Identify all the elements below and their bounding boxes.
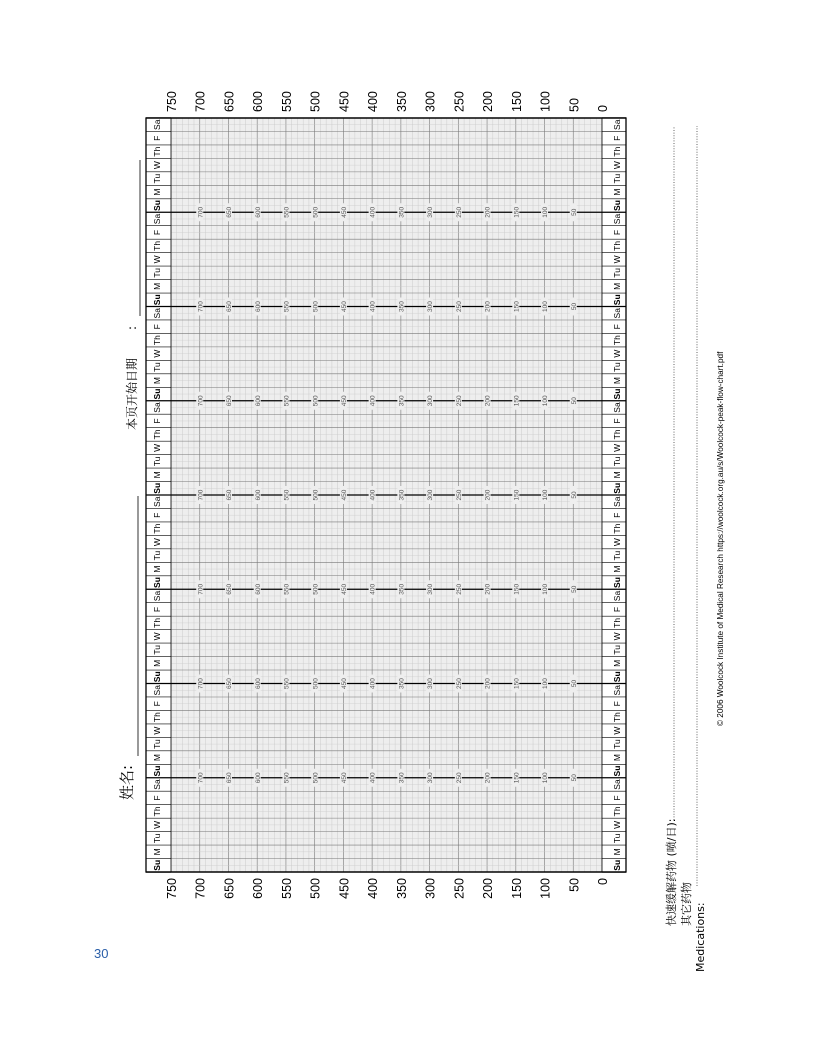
copyright-notice: © 2006 Woolcock Institute of Medical Research https://woolcock.org.au/s/Woolcock-peak-flow-chart.pdf <box>716 351 725 726</box>
y-tick-label-left: 750 <box>165 878 179 899</box>
inner-tick-label: 500 <box>312 772 320 784</box>
inner-tick-label: 100 <box>542 206 550 218</box>
inner-tick-label: 650 <box>226 583 234 595</box>
inner-tick-label: 150 <box>513 395 521 407</box>
weekday-label-bottom: Sa <box>612 119 622 130</box>
weekday-label-bottom: M <box>612 848 622 856</box>
weekday-label-bottom: M <box>612 659 622 667</box>
inner-tick-label: 300 <box>427 772 435 784</box>
weekday-label-bottom: Th <box>612 335 622 346</box>
weekday-label-bottom: Su <box>612 671 622 683</box>
inner-tick-label: 350 <box>398 206 406 218</box>
inner-tick-label: 700 <box>197 206 205 218</box>
inner-tick-label: 100 <box>542 301 550 312</box>
weekday-label-top: Tu <box>152 550 162 561</box>
y-axis-right <box>165 91 610 112</box>
weekday-label-top: M <box>152 565 162 573</box>
inner-tick-label: 600 <box>254 772 262 784</box>
weekday-label-bottom: Sa <box>612 213 622 225</box>
inner-tick-label: 50 <box>570 774 578 782</box>
inner-tick-label: 550 <box>283 301 291 312</box>
weekday-label-top: Th <box>152 617 162 628</box>
y-tick-label-right: 200 <box>481 91 496 112</box>
inner-tick-label: 250 <box>455 301 463 312</box>
inner-tick-label: 700 <box>197 395 205 407</box>
y-tick-label-left: 650 <box>222 878 237 899</box>
inner-tick-label: 150 <box>513 489 521 501</box>
weekday-label-bottom: W <box>612 632 622 641</box>
inner-tick-label: 250 <box>455 395 463 407</box>
weekday-label-bottom: Th <box>612 240 622 251</box>
inner-tick-label: 500 <box>312 583 320 595</box>
weekday-label-bottom: W <box>612 726 622 735</box>
inner-tick-label: 350 <box>398 301 406 312</box>
weekday-label-bottom: Su <box>612 765 622 777</box>
inner-tick-label: 200 <box>484 206 492 218</box>
y-tick-label-left: 400 <box>366 878 381 899</box>
weekday-label-top: Sa <box>152 308 162 319</box>
inner-tick-label: 450 <box>341 395 348 407</box>
y-tick-label-right: 650 <box>222 91 237 112</box>
y-tick-label-right: 450 <box>337 91 352 112</box>
weekday-label-top: W <box>152 349 162 358</box>
weekday-label-bottom: Su <box>612 200 622 211</box>
inner-tick-label: 600 <box>254 678 262 689</box>
weekday-label-bottom: Su <box>612 482 622 494</box>
weekday-label-top: Sa <box>152 213 162 225</box>
y-tick-label-right: 50 <box>567 98 582 112</box>
name-label: 姓名: <box>118 764 136 800</box>
inner-tick-label: 400 <box>369 395 377 407</box>
inner-tick-label: 500 <box>312 301 320 312</box>
inner-tick-label: 300 <box>427 301 435 312</box>
weekday-label-top: M <box>152 282 162 290</box>
inner-tick-label: 400 <box>369 583 377 595</box>
weekday-label-top: Su <box>152 671 162 683</box>
weekday-label-top: Sa <box>152 402 162 413</box>
inner-tick-label: 50 <box>570 679 578 688</box>
weekday-label-top: Th <box>152 146 162 157</box>
y-tick-label-right: 400 <box>366 91 381 112</box>
inner-tick-label: 300 <box>427 583 435 595</box>
weekday-label-top: Th <box>152 806 162 817</box>
weekday-label-bottom: Su <box>612 294 622 306</box>
weekday-label-bottom: F <box>612 135 622 141</box>
y-tick-label-left: 550 <box>279 878 294 899</box>
inner-tick-label: 450 <box>341 489 348 501</box>
inner-tick-label: 650 <box>226 772 234 784</box>
inner-tick-label: 500 <box>312 206 320 218</box>
weekday-label-top: Tu <box>152 833 162 844</box>
start-date-colon: : <box>125 325 139 330</box>
weekday-label-top: Tu <box>152 739 162 749</box>
inner-tick-label: 150 <box>513 772 521 784</box>
weekday-label-bottom: W <box>612 161 622 170</box>
inner-tick-label: 450 <box>341 772 348 784</box>
inner-tick-label: 50 <box>570 585 578 593</box>
weekday-label-top: F <box>152 229 162 236</box>
inner-tick-label: 650 <box>226 301 234 312</box>
weekday-label-bottom: Sa <box>612 590 622 602</box>
inner-tick-label: 450 <box>341 301 348 312</box>
y-axis-left <box>165 878 610 899</box>
inner-tick-label: 600 <box>254 489 262 501</box>
weekday-label-bottom: M <box>612 282 622 290</box>
y-tick-label-right: 150 <box>509 91 524 112</box>
weekday-label-bottom: Th <box>612 806 622 817</box>
inner-tick-label: 250 <box>455 772 463 784</box>
start-date-label: 本页开始日期 <box>125 357 139 430</box>
inner-tick-label: 700 <box>197 772 205 784</box>
weekday-label-top: Su <box>152 859 162 871</box>
weekday-label-bottom: Sa <box>612 496 622 507</box>
y-tick-label-left: 250 <box>452 878 467 899</box>
inner-tick-label: 550 <box>283 395 291 407</box>
weekday-label-bottom: W <box>612 443 622 452</box>
inner-tick-label: 550 <box>283 206 291 218</box>
inner-tick-label: 650 <box>226 206 234 218</box>
weekday-label-top: Th <box>152 712 162 723</box>
y-tick-label-left: 100 <box>538 878 553 899</box>
weekday-label-bottom: Su <box>612 388 622 400</box>
y-tick-label-left: 700 <box>193 878 208 899</box>
weekday-label-bottom: F <box>612 795 622 801</box>
inner-tick-label: 200 <box>484 772 492 784</box>
inner-tick-label: 500 <box>312 395 320 407</box>
weekday-label-top: Th <box>152 429 162 440</box>
weekday-label-top: Sa <box>152 496 162 507</box>
weekday-label-bottom: Tu <box>612 550 622 561</box>
inner-tick-label: 250 <box>455 489 463 501</box>
weekday-label-top: Su <box>152 765 162 777</box>
weekday-label-top: Th <box>152 240 162 251</box>
inner-tick-label: 450 <box>341 678 348 689</box>
weekday-label-top: M <box>152 471 162 479</box>
weekday-label-bottom: Tu <box>612 645 622 655</box>
inner-tick-label: 450 <box>341 206 348 218</box>
inner-tick-label: 100 <box>542 678 550 689</box>
weekday-label-top: M <box>152 377 162 385</box>
rotated-chart-sheet <box>118 91 725 972</box>
weekday-label-bottom: F <box>612 606 622 613</box>
weekday-label-top: W <box>152 632 162 641</box>
y-tick-label-right: 250 <box>452 91 467 112</box>
weekday-label-bottom: M <box>612 565 622 573</box>
weekday-label-top: Su <box>152 482 162 494</box>
weekday-label-bottom: Th <box>612 146 622 157</box>
weekday-label-top: Sa <box>152 779 162 790</box>
weekday-label-bottom: W <box>612 255 622 264</box>
y-tick-label-right: 600 <box>251 91 266 112</box>
weekday-label-bottom: F <box>612 701 622 707</box>
y-tick-label-left: 150 <box>509 878 524 899</box>
weekday-label-bottom: Tu <box>612 456 622 467</box>
y-tick-label-right: 500 <box>308 91 323 112</box>
inner-tick-label: 400 <box>369 772 377 784</box>
inner-tick-label: 300 <box>427 206 435 218</box>
weekday-label-bottom: M <box>612 377 622 385</box>
weekday-label-bottom: F <box>612 324 622 330</box>
weekday-label-bottom: Th <box>612 617 622 628</box>
weekday-label-bottom: Sa <box>612 308 622 319</box>
weekday-label-top: W <box>152 726 162 735</box>
y-tick-label-right: 100 <box>538 91 553 112</box>
weekday-label-bottom: Tu <box>612 362 622 372</box>
inner-tick-label: 400 <box>369 489 377 501</box>
weekday-label-bottom: W <box>612 820 622 829</box>
weekday-label-top: Tu <box>152 362 162 372</box>
inner-tick-label: 700 <box>197 489 205 501</box>
inner-tick-label: 350 <box>398 772 406 784</box>
weekday-label-bottom: Th <box>612 523 622 534</box>
inner-tick-label: 550 <box>283 489 291 501</box>
weekday-label-top: Tu <box>152 268 162 278</box>
weekday-label-bottom: Tu <box>612 833 622 844</box>
weekday-label-top: Su <box>152 294 162 306</box>
inner-tick-label: 150 <box>513 583 521 595</box>
inner-tick-label: 200 <box>484 395 492 407</box>
weekday-label-top: M <box>152 754 162 762</box>
inner-tick-label: 400 <box>369 678 377 689</box>
weekday-label-top: F <box>152 135 162 141</box>
inner-tick-label: 100 <box>542 583 550 595</box>
inner-tick-label: 250 <box>455 583 463 595</box>
inner-tick-label: 350 <box>398 583 406 595</box>
y-tick-label-left: 300 <box>423 878 438 899</box>
inner-tick-label: 100 <box>542 395 550 407</box>
inner-tick-label: 500 <box>312 489 320 501</box>
inner-tick-label: 100 <box>542 772 550 784</box>
inner-tick-label: 700 <box>197 678 205 689</box>
reliever-medication-label: 快速缓解药物 (喷/日): <box>665 818 678 926</box>
weekday-label-top: Tu <box>152 173 162 184</box>
y-tick-label-left: 450 <box>337 878 352 899</box>
inner-tick-label: 300 <box>427 489 435 501</box>
weekday-label-top: M <box>152 188 162 196</box>
inner-tick-label: 50 <box>570 302 578 311</box>
weekday-label-top: M <box>152 659 162 667</box>
weekday-label-top: W <box>152 161 162 170</box>
inner-tick-label: 100 <box>542 489 550 501</box>
medications-label: Medications: <box>694 902 707 972</box>
inner-tick-label: 300 <box>427 678 435 689</box>
weekday-label-top: Sa <box>152 590 162 602</box>
y-tick-label-left: 0 <box>596 878 610 885</box>
weekday-label-top: Tu <box>152 645 162 655</box>
inner-tick-label: 600 <box>254 301 262 312</box>
inner-tick-label: 350 <box>398 489 406 501</box>
inner-tick-label: 350 <box>398 678 406 689</box>
weekday-label-bottom: M <box>612 471 622 479</box>
weekday-label-top: Sa <box>152 685 162 696</box>
weekday-label-top: Th <box>152 335 162 346</box>
weekday-label-bottom: Sa <box>612 685 622 696</box>
y-tick-label-right: 700 <box>193 91 208 112</box>
weekday-label-top: W <box>152 255 162 264</box>
inner-tick-label: 650 <box>226 489 234 501</box>
weekday-label-bottom: Sa <box>612 779 622 790</box>
weekday-label-top: Tu <box>152 456 162 467</box>
inner-tick-label: 550 <box>283 678 291 689</box>
y-tick-label-left: 500 <box>308 878 323 899</box>
other-medications-label: 其它药物 <box>680 882 693 926</box>
chart-grid <box>146 118 626 872</box>
weekday-label-bottom: Tu <box>612 268 622 278</box>
y-tick-label-left: 50 <box>567 878 582 892</box>
weekday-label-top: Su <box>152 577 162 588</box>
weekday-label-top: W <box>152 538 162 547</box>
inner-tick-label: 700 <box>197 301 205 312</box>
inner-tick-label: 600 <box>254 583 262 595</box>
weekday-label-bottom: Su <box>612 577 622 588</box>
weekday-label-bottom: Su <box>612 859 622 871</box>
inner-tick-label: 200 <box>484 583 492 595</box>
inner-tick-label: 250 <box>455 678 463 689</box>
weekday-label-top: F <box>152 418 162 424</box>
inner-tick-label: 650 <box>226 678 234 689</box>
inner-tick-label: 400 <box>369 206 377 218</box>
weekday-label-bottom: W <box>612 349 622 358</box>
weekday-label-top: W <box>152 443 162 452</box>
page-number: 30 <box>94 946 109 961</box>
weekday-label-bottom: Th <box>612 712 622 723</box>
inner-tick-label: 650 <box>226 395 234 407</box>
y-tick-label-left: 350 <box>394 878 409 899</box>
inner-tick-label: 50 <box>570 491 578 499</box>
weekday-label-top: Th <box>152 523 162 534</box>
weekday-label-top: Su <box>152 200 162 211</box>
inner-tick-label: 400 <box>369 301 377 312</box>
y-tick-label-right: 350 <box>394 91 409 112</box>
inner-tick-label: 300 <box>427 395 435 407</box>
weekday-label-bottom: M <box>612 188 622 196</box>
inner-tick-label: 550 <box>283 583 291 595</box>
y-tick-label-left: 600 <box>251 878 266 899</box>
inner-tick-label: 200 <box>484 301 492 312</box>
inner-tick-label: 350 <box>398 395 406 407</box>
inner-tick-label: 200 <box>484 678 492 689</box>
inner-tick-label: 500 <box>312 678 320 689</box>
y-tick-label-left: 200 <box>481 878 496 899</box>
weekday-label-bottom: F <box>612 418 622 424</box>
inner-tick-label: 150 <box>513 678 521 689</box>
inner-tick-label: 600 <box>254 206 262 218</box>
inner-tick-label: 450 <box>341 583 348 595</box>
weekday-label-top: F <box>152 795 162 801</box>
y-tick-label-right: 0 <box>596 105 610 112</box>
inner-tick-label: 700 <box>197 583 205 595</box>
inner-tick-label: 150 <box>513 301 521 312</box>
weekday-label-top: W <box>152 820 162 829</box>
inner-tick-label: 50 <box>570 208 578 216</box>
weekday-label-top: Su <box>152 388 162 400</box>
inner-tick-label: 50 <box>570 397 578 405</box>
weekday-label-top: F <box>152 324 162 330</box>
weekday-label-bottom: F <box>612 229 622 236</box>
inner-tick-label: 250 <box>455 206 463 218</box>
weekday-label-top: Sa <box>152 119 162 130</box>
y-tick-label-right: 750 <box>165 91 179 112</box>
weekday-label-top: F <box>152 701 162 707</box>
inner-tick-label: 150 <box>513 206 521 218</box>
weekday-label-bottom: Tu <box>612 739 622 749</box>
weekday-label-bottom: Th <box>612 429 622 440</box>
weekday-label-top: F <box>152 512 162 518</box>
y-tick-label-right: 550 <box>279 91 294 112</box>
weekday-label-bottom: Sa <box>612 402 622 413</box>
weekday-label-bottom: M <box>612 754 622 762</box>
weekday-label-top: M <box>152 848 162 856</box>
weekday-label-top: F <box>152 606 162 613</box>
inner-tick-label: 550 <box>283 772 291 784</box>
y-tick-label-right: 300 <box>423 91 438 112</box>
weekday-label-bottom: Tu <box>612 173 622 184</box>
weekday-label-bottom: F <box>612 512 622 518</box>
inner-tick-label: 200 <box>484 489 492 501</box>
weekday-label-bottom: W <box>612 538 622 547</box>
inner-tick-label: 600 <box>254 395 262 407</box>
